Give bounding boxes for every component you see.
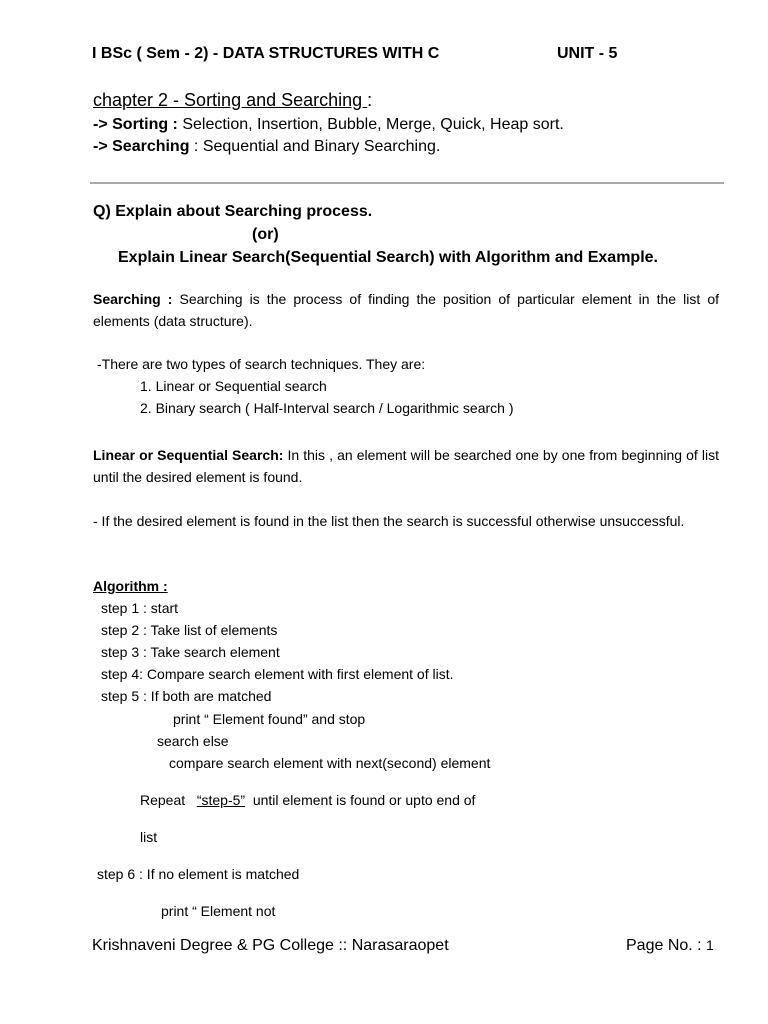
- types-intro: -There are two types of search techniques. They are:: [97, 356, 426, 372]
- algorithm-title: Algorithm :: [93, 578, 168, 594]
- chapter-title-text: chapter 2 - Sorting and Searching: [93, 90, 368, 110]
- algorithm-step-5-else: search else: [157, 733, 229, 749]
- searching-label: -> Searching: [93, 138, 190, 155]
- footer-page-number: 1: [706, 937, 714, 953]
- unit-header: UNIT - 5: [557, 45, 618, 62]
- algorithm-step-3: step 3 : Take search element: [101, 644, 280, 660]
- type-item-2: 2. Binary search ( Half-Interval search / Logarithmic search ): [140, 400, 514, 416]
- footer-college: Krishnaveni Degree & PG College :: Narasaraopet: [92, 937, 449, 954]
- sorting-label: -> Sorting :: [93, 116, 178, 133]
- algorithm-step-6-print: print “ Element not: [161, 903, 276, 919]
- algorithm-step-5: step 5 : If both are matched: [101, 688, 272, 704]
- algorithm-step-6: step 6 : If no element is matched: [97, 866, 300, 882]
- footer-page-label: Page No. :: [626, 937, 707, 954]
- repeat-line: [140, 792, 475, 808]
- searching-text: : Sequential and Binary Searching.: [189, 138, 441, 155]
- course-header: I BSc ( Sem - 2) - DATA STRUCTURES WITH C: [92, 45, 440, 62]
- divider: [90, 182, 724, 184]
- definition-label: Searching :: [93, 291, 173, 307]
- sorting-line: [93, 116, 564, 134]
- type-item-1: 1. Linear or Sequential search: [140, 378, 327, 394]
- repeat-suffix: until element is found or upto end of: [245, 792, 476, 808]
- repeat-step-ref: “step-5”: [196, 792, 246, 808]
- linear-search-label: Linear or Sequential Search:: [93, 447, 284, 463]
- chapter-title: [93, 90, 372, 111]
- question-or: (or): [252, 226, 279, 243]
- algorithm-step-4: step 4: Compare search element with first element of list.: [101, 666, 454, 682]
- question-line-2: Explain Linear Search(Sequential Search) with Algorithm and Example.: [118, 249, 658, 266]
- footer-page: [626, 937, 714, 955]
- linear-search-text: In this , an element will be searched one by one from beginning of list until the desired element is found.: [93, 447, 719, 485]
- repeat-prefix: Repeat: [140, 792, 197, 808]
- algorithm-step-2: step 2 : Take list of elements: [101, 622, 278, 638]
- chapter-title-colon: :: [367, 90, 373, 110]
- searching-line: [93, 138, 440, 156]
- algorithm-step-5-compare: compare search element with next(second) element: [169, 755, 491, 771]
- sorting-text: Selection, Insertion, Bubble, Merge, Quick, Heap sort.: [177, 116, 564, 133]
- question-line-1: Q) Explain about Searching process.: [93, 203, 373, 220]
- repeat-line-list: list: [140, 829, 158, 845]
- searching-definition: [93, 288, 719, 332]
- linear-search-definition: [93, 444, 719, 488]
- result-note: - If the desired element is found in the list then the search is successful otherwise unsuccessful.: [93, 513, 685, 529]
- algorithm-step-5-print: print “ Element found” and stop: [173, 711, 366, 727]
- definition-text: Searching is the process of finding the position of particular element in the list of elements (data structure).: [93, 291, 719, 329]
- algorithm-step-1: step 1 : start: [101, 600, 179, 616]
